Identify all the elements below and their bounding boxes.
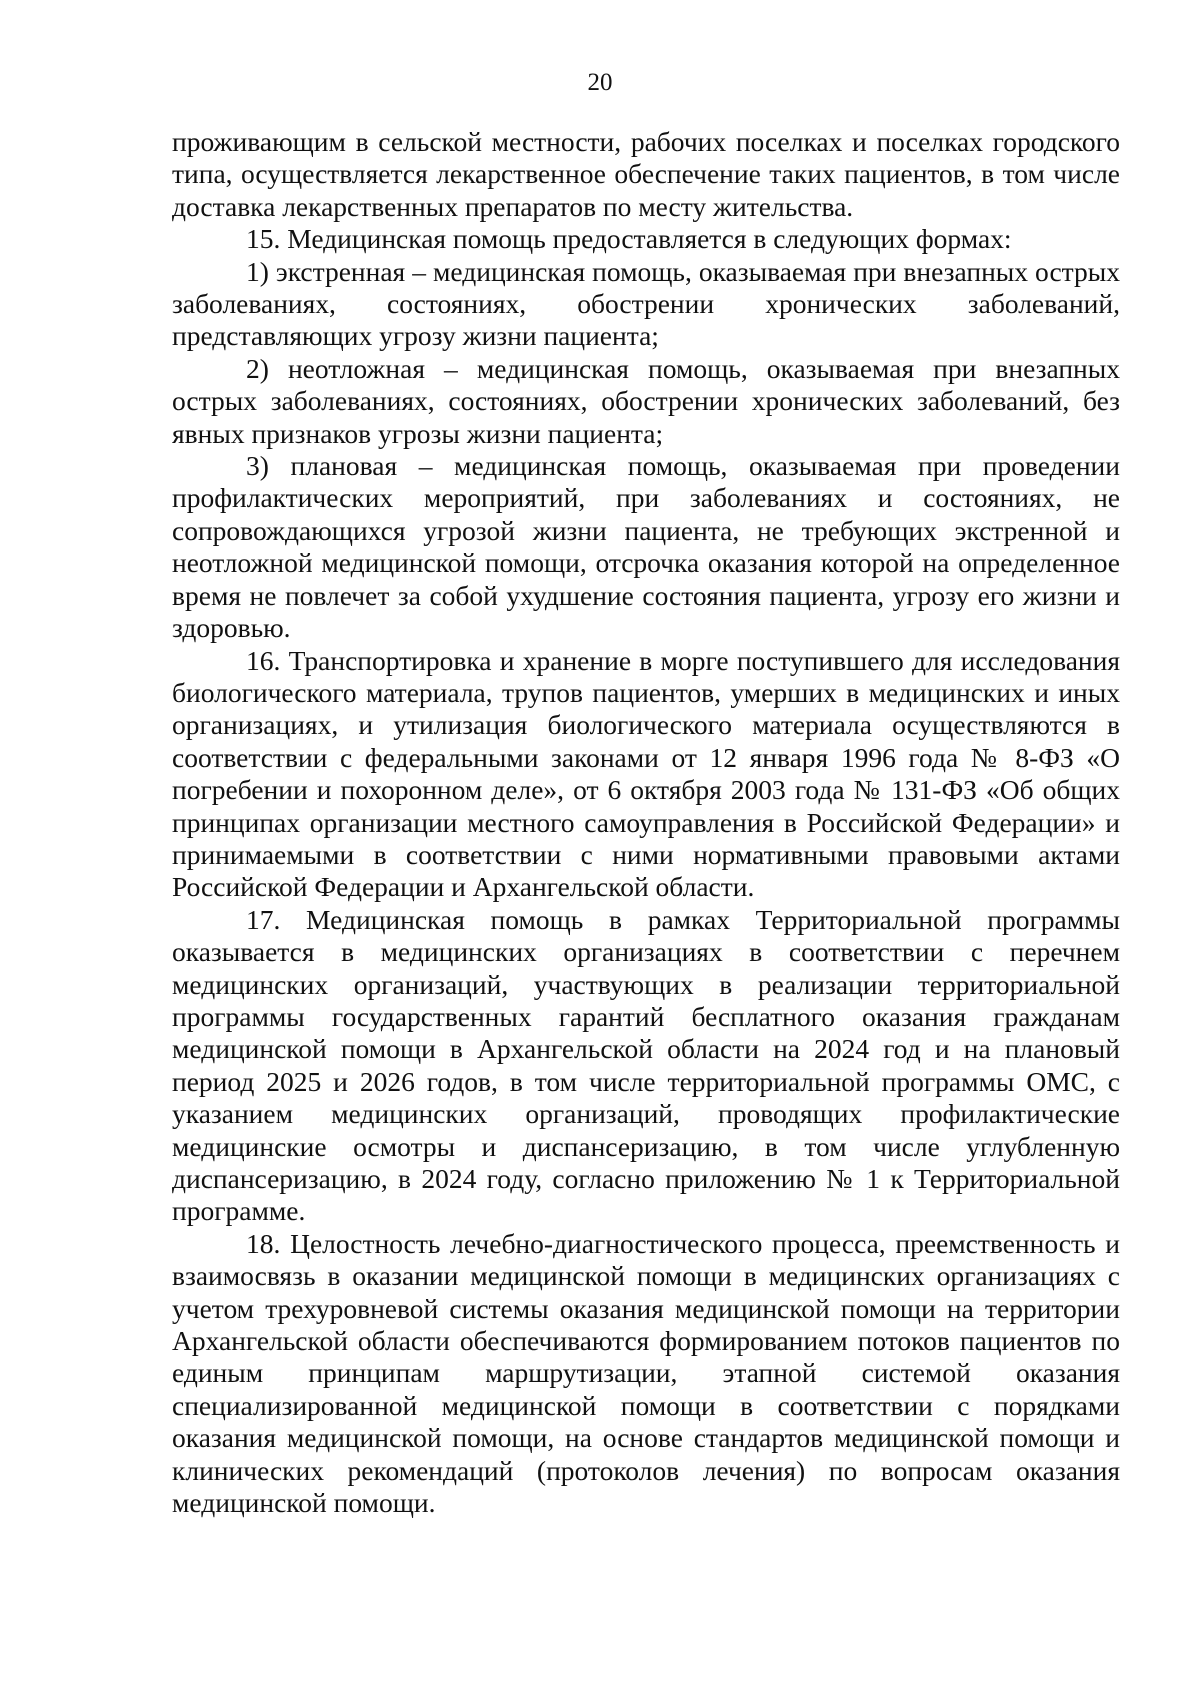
paragraph-15-item-2: 2) неотложная – медицинская помощь, оказываемая при внезапных острых заболеваниях, состояниях, обострении хронических заболеваний, без явных признаков угрозы жизни пациента; [172,352,1120,449]
paragraph-15-intro: 15. Медицинская помощь предоставляется в следующих формах: [246,223,1012,255]
document-body [172,126,1120,1519]
paragraph-17: 17. Медицинская помощь в рамках Территориальной программы оказывается в медицинских организациях в соответствии с перечнем медицинских организаций, участвующих в реализации территориальной программы государственных гарантий бесплатного оказания гражданам медицинской помощи в Архангельской области на 2024 год и на плановый период 2025 и 2026 годов, в том числе территориальной программы ОМС, с указанием медицинских организаций, проводящих профилактические медицинские осмотры и диспансеризацию, в том числе углубленную диспансеризацию, в 2024 году, согласно приложению № 1 к Территориальной программе. [172,903,1120,1227]
paragraph-18: 18. Целостность лечебно-диагностического процесса, преемственность и взаимосвязь в оказании медицинской помощи в медицинских организациях с учетом трехуровневой системы оказания медицинской помощи на территории Архангельской области обеспечиваются формированием потоков пациентов по единым принципам маршрутизации, этапной системой оказания специализированной медицинской помощи в соответствии с порядками оказания медицинской помощи, на основе стандартов медицинской помощи и клинических рекомендаций (протоколов лечения) по вопросам оказания медицинской помощи. [172,1227,1120,1519]
paragraph-15-item-1: 1) экстренная – медицинская помощь, оказываемая при внезапных острых заболеваниях, состояниях, обострении хронических заболеваний, представляющих угрозу жизни пациента; [172,255,1120,352]
paragraph-continuation: проживающим в сельской местности, рабочих поселках и поселках городского типа, осуществляется лекарственное обеспечение таких пациентов, в том числе доставка лекарственных препаратов по месту жительства. [172,126,1120,222]
paragraph-15-item-3: 3) плановая – медицинская помощь, оказываемая при проведении профилактических мероприятий, при заболеваниях и состояниях, не сопровождающихся угрозой жизни пациента, не требующих экстренной и неотложной медицинской помощи, отсрочка оказания которой на определенное время не повлечет за собой ухудшение состояния пациента, угрозу его жизни и здоровью. [172,450,1120,644]
paragraph-16: 16. Транспортировка и хранение в морге поступившего для исследования биологического материала, трупов пациентов, умерших в медицинских и иных организациях, и утилизация биологического материала осуществляются в соответствии с федеральными законами от 12 января 1996 года № 8-ФЗ «О погребении и похоронном деле», от 6 октября 2003 года № 131-ФЗ «Об общих принципах организации местного самоуправления в Российской Федерации» и принимаемыми в соответствии с ними нормативными правовыми актами Российской Федерации и Архангельской области. [172,644,1120,903]
page-number: 20 [587,69,613,96]
